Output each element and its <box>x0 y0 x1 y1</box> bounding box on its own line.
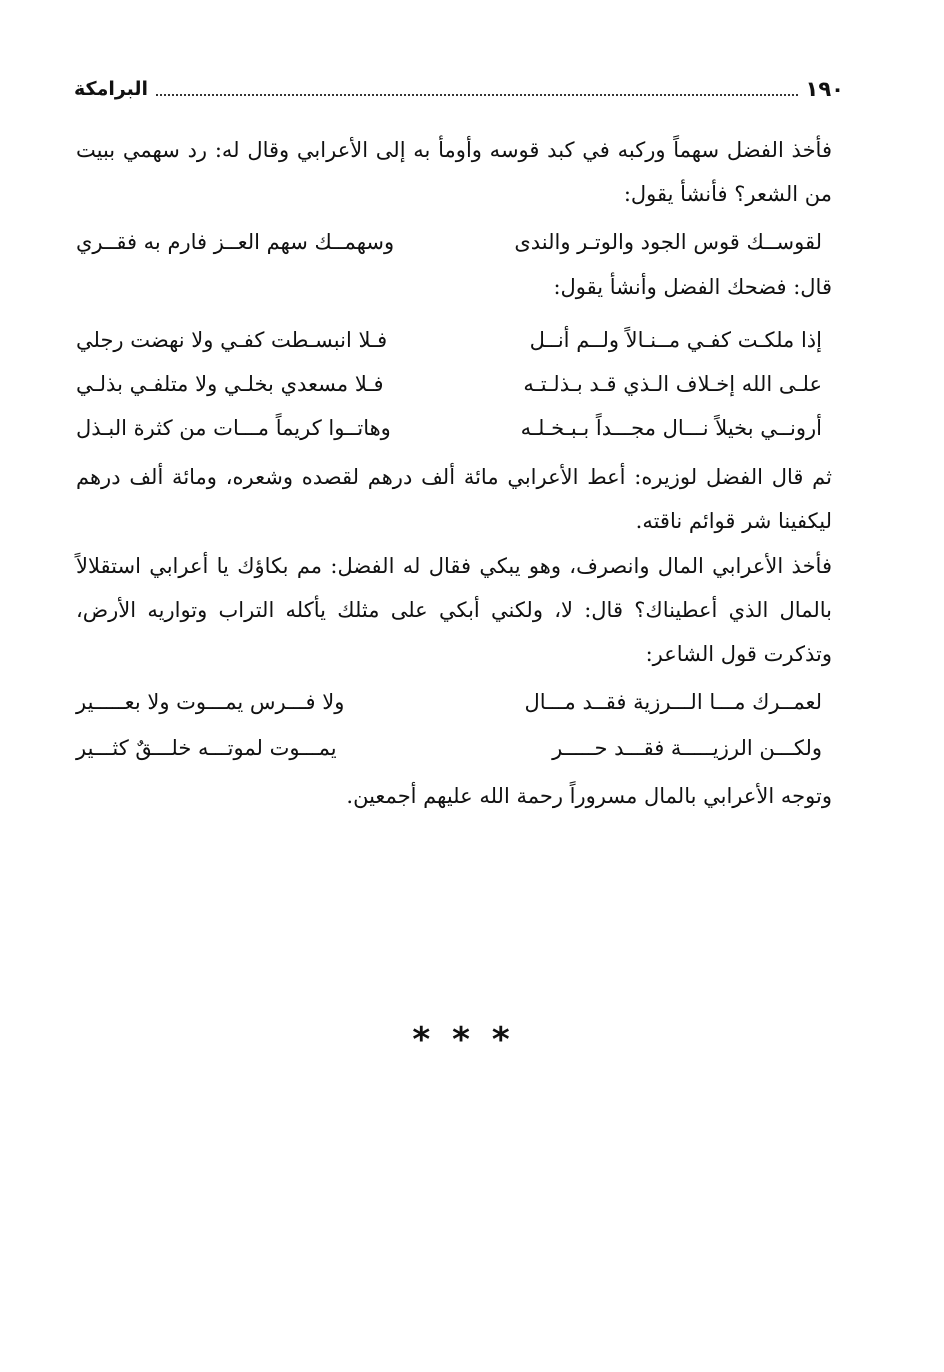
verse-2-first-hemistich: إذا ملكـت كفـي مــنـالاً ولــم أنــل <box>529 328 822 352</box>
verse-1-second-hemistich: وسهمــك سهم العــز فارم به فقــري <box>76 230 395 254</box>
paragraph-1: فأخذ الفضل سهماً وركبه في كبد قوسه وأومأ به إلى الأعرابي وقال له: رد سهمي ببيت من الشعر؟ فأنشأ يقول: <box>76 138 832 206</box>
verse-3 <box>76 362 832 406</box>
paragraph-3: ثم قال الفضل لوزيره: أعط الأعرابي مائة ألف درهم لقصده وشعره، ومائة ألف درهم ليكفينا شر قوائم ناقته. <box>76 465 832 533</box>
header-dotted-leader <box>156 94 797 96</box>
verse-1-first-hemistich: لقوســك قوس الجود والوتـر والندى <box>514 230 822 254</box>
verse-5-first-hemistich: لعمــرك مـــا الـــرزية فقــد مـــال <box>524 690 822 714</box>
verse-4-second-hemistich: وهاتــوا كريماً مـــات من كثرة البـذل <box>76 416 391 440</box>
verse-4-first-hemistich: أرونــي بخيلاً نـــال مجـــداً بـبـخـلـه <box>520 416 822 440</box>
verse-6 <box>76 726 832 770</box>
paragraph-4: فأخذ الأعرابي المال وانصرف، وهو يبكي فقال له الفضل: مم بكاؤك يا أعرابي استقلالاً بالمال الذي أعطيناك؟ قال: لا، ولكني أبكي على مثلك يأكله التراب وتواريه الأرض، وتذكرت قول الشاعر: <box>76 554 832 666</box>
verse-6-second-hemistich: يمـــوت لموتـــه خلـــقٌ كثـــير <box>76 736 337 760</box>
verse-1 <box>76 220 832 264</box>
verse-2-second-hemistich: فـلا انبسـطت كفـي ولا نهضت رجلي <box>76 328 388 352</box>
page-number: ١٩٠ <box>805 77 844 101</box>
verse-3-second-hemistich: فـلا مسعدي بخلـي ولا متلفـي بذلـي <box>76 372 384 396</box>
verse-4 <box>76 406 832 450</box>
running-title: البرامكة <box>74 78 149 100</box>
section-separator: *** <box>412 1020 532 1060</box>
verse-6-first-hemistich: ولكـــن الرزيـــــة فقـــد حـــــر <box>552 736 822 760</box>
paragraph-2: قال: فضحك الفضل وأنشأ يقول: <box>553 275 832 299</box>
paragraph-5: وتوجه الأعرابي بالمال مسروراً رحمة الله عليهم أجمعين. <box>346 784 832 808</box>
verse-5 <box>76 680 832 724</box>
page-header <box>74 72 844 106</box>
verse-2 <box>76 318 832 362</box>
verse-3-first-hemistich: علـى الله إخـلاف الـذي قـد بـذلـتـه <box>523 372 822 396</box>
verse-5-second-hemistich: ولا فـــرس يمـــوت ولا بعـــــير <box>76 690 345 714</box>
